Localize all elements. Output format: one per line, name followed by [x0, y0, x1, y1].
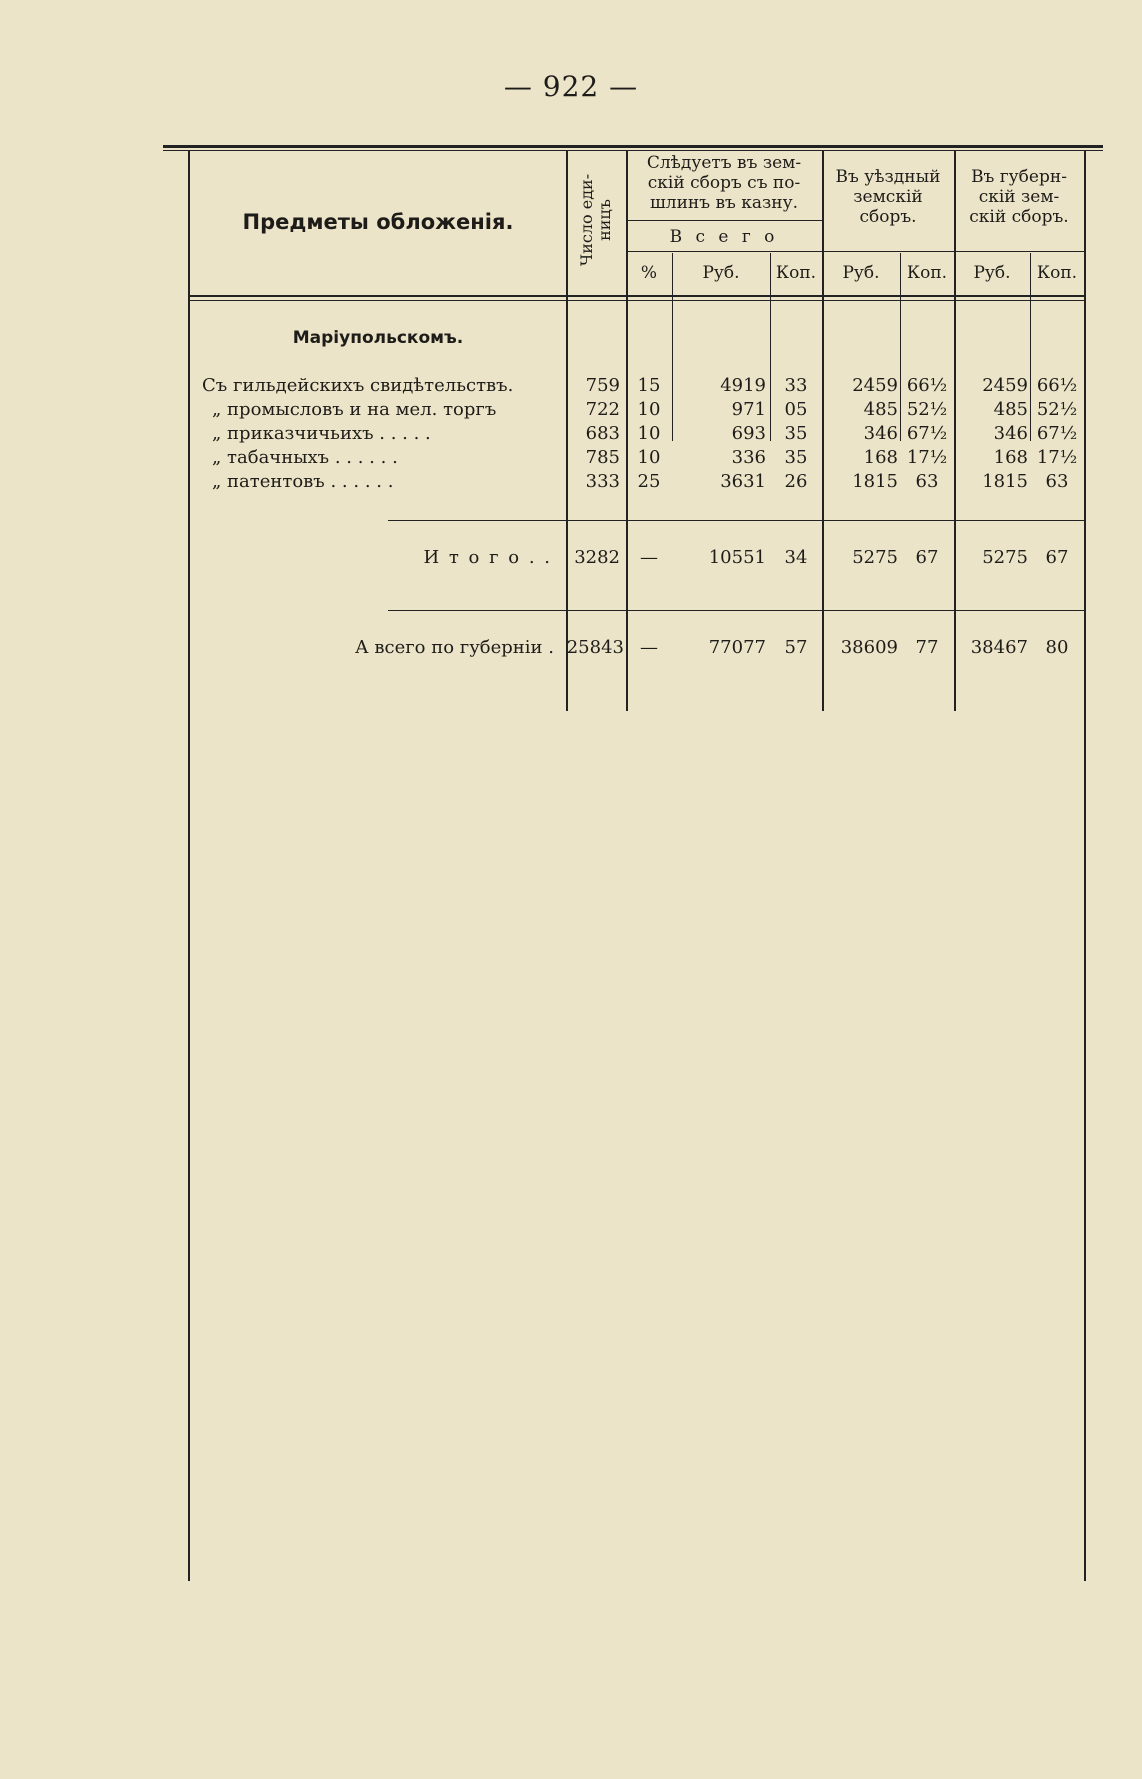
- header-rule: [626, 251, 1084, 252]
- county-header: Въ уѣздный земскій сборъ.: [835, 167, 941, 227]
- top-rule-thin: [163, 150, 1103, 151]
- header-bottom-rule: [188, 295, 1084, 297]
- duty-group-header: Слѣдуетъ въ зем- скій сборъ съ по- шлинъ въ казну.: [646, 153, 802, 213]
- header-rule: [626, 220, 822, 221]
- top-rule: [163, 145, 1103, 148]
- table-left-border: [188, 151, 190, 1581]
- province-rub-header: Руб.: [973, 263, 1011, 283]
- total-subheader: В с е г о: [669, 227, 779, 247]
- kop-header: Коп.: [775, 263, 817, 283]
- header-bottom-rule-thin: [188, 300, 1084, 301]
- pct-header: %: [640, 263, 658, 283]
- grand-rule: [388, 610, 1084, 611]
- county-kop-header: Коп.: [906, 263, 948, 283]
- province-header: Въ губерн- скій зем- скій сборъ.: [969, 167, 1069, 227]
- page-number: — 922 —: [503, 70, 639, 103]
- province-kop-header: Коп.: [1036, 263, 1078, 283]
- subject-header: Предметы обложенія.: [242, 210, 514, 234]
- table-right-border: [1084, 151, 1086, 1581]
- subtotal-rule: [388, 520, 1084, 521]
- county-rub-header: Руб.: [842, 263, 880, 283]
- section-title: Маріупольскомъ.: [292, 328, 464, 348]
- rub-header: Руб.: [702, 263, 740, 283]
- tax-table: Предметы обложенія. Число еди- ницъ Слѣдуетъ въ зем- скій сборъ съ по- шлинъ въ казну. В с е г о Въ уѣздный земскій сборъ. Въ губерн- скій зем- скій сборъ. % Руб. Коп. Руб. Коп. Руб. Коп. Маріупольскомъ. Съ гильдейскихъ свидѣтельствъ. 759 15 4919 33 2459 66½ 2459 66½ „ промысловъ и на мел. торгъ 722 10 971 05 485 52½ 485 52½ „ приказчичьихъ . . . . . 683 10 693 35 346 67½ 346 67½ „ табачныхъ . . . . . . 785 10 336 35 168 17½ 168 17½ „ патентовъ . . . . . . 333 25 3631 26 1815 63 1815 63 И т о г о . . 3282 — 10551 34 5275 67 5275 67 А всего по губерніи . 25843 — 77077 57 38609 77 38467 80: [188, 145, 1085, 1585]
- units-header: Число еди- ницъ: [577, 173, 614, 267]
